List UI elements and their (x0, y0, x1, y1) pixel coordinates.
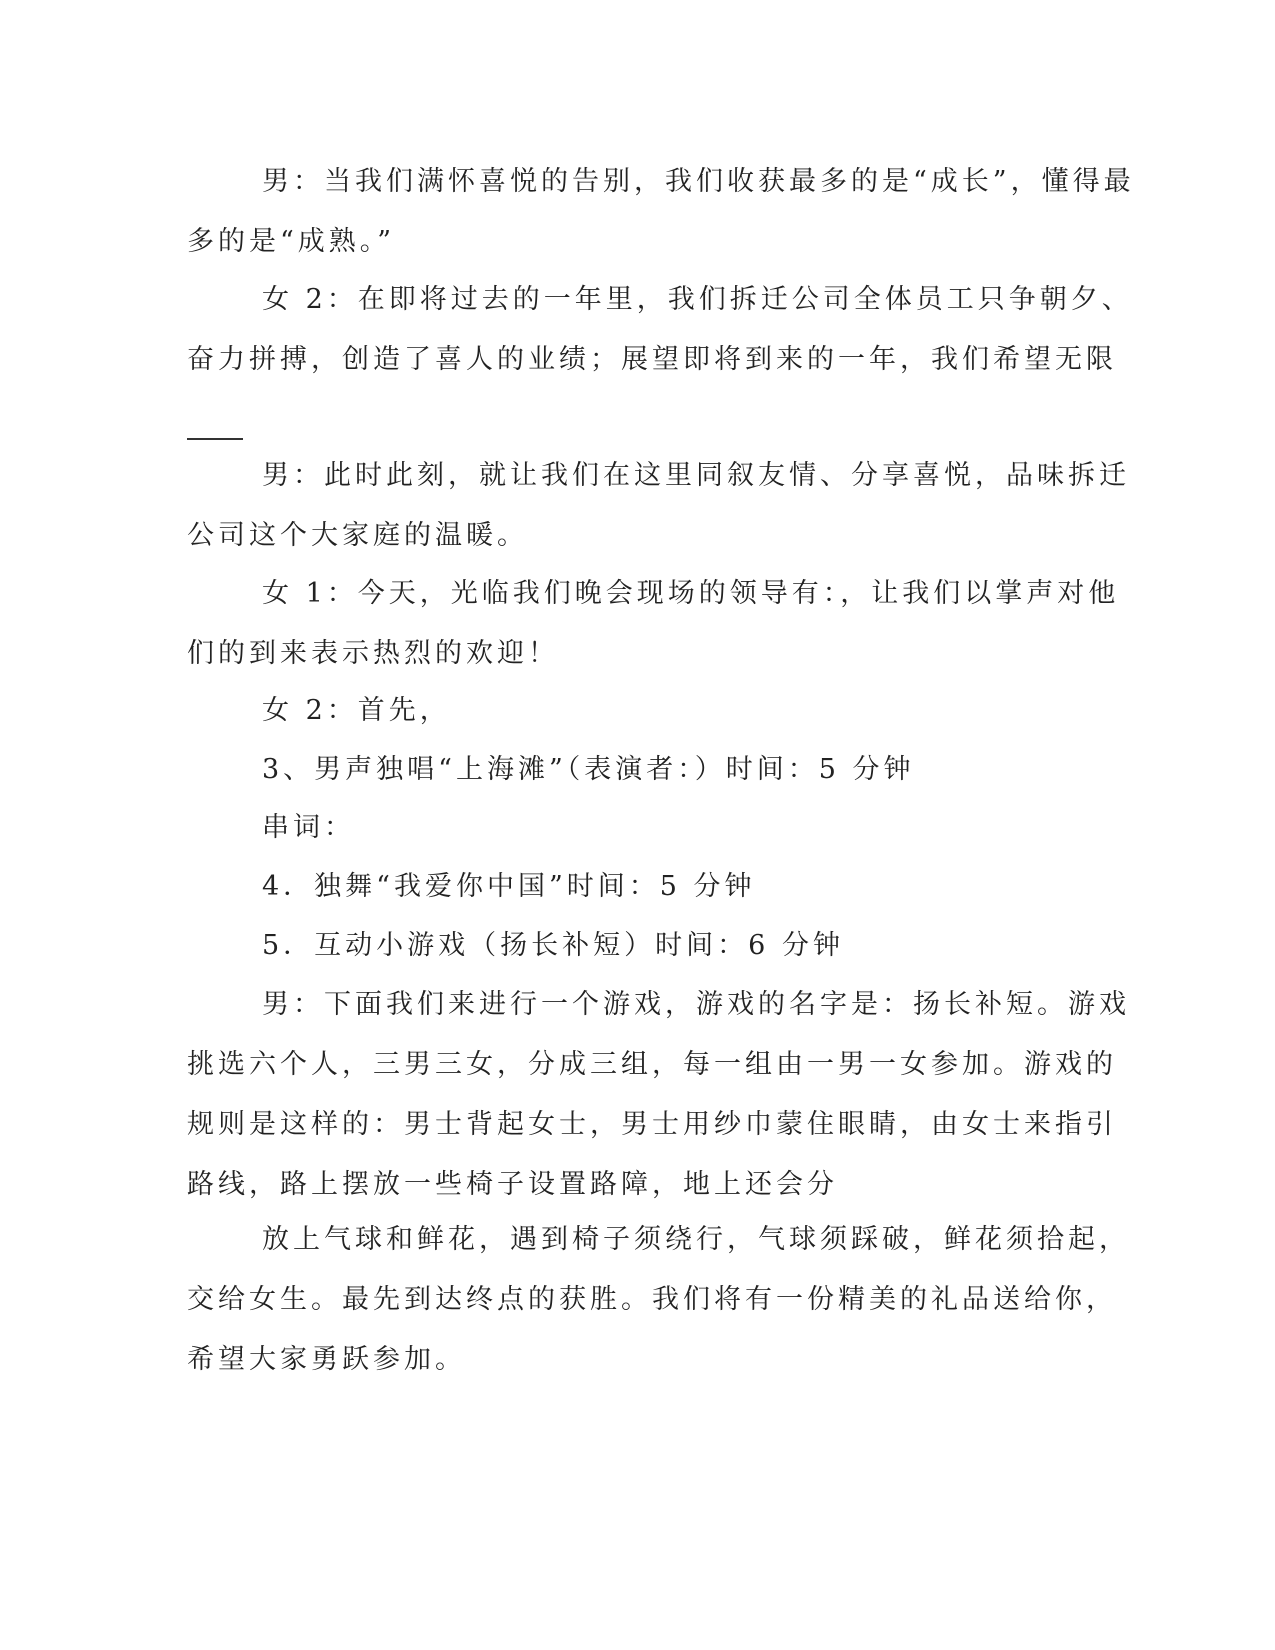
paragraph-line: 公司这个大家庭的温暖。 (187, 520, 528, 551)
paragraph-11 (0, 1210, 1275, 1390)
paragraph-line: 们的到来表示热烈的欢迎！ (187, 638, 559, 669)
paragraph-line: 女 2：在即将过去的一年里，我们拆迁公司全体员工只争朝夕、 (262, 284, 1133, 315)
paragraph-2 (0, 270, 1275, 390)
paragraph-line: 挑选六个人，三男三女，分成三组，每一组由一男一女参加。游戏的 (187, 1049, 1117, 1080)
paragraph-line: 男：此时此刻，就让我们在这里同叙友情、分享喜悦，品味拆迁 (262, 460, 1130, 491)
paragraph-line: 希望大家勇跃参加。 (187, 1344, 466, 1375)
paragraph-line: 4．独舞“我爱你中国”时间：5 分钟 (262, 871, 756, 902)
paragraph-line: 奋力拼搏，创造了喜人的业绩；展望即将到来的一年，我们希望无限 (187, 344, 1117, 375)
paragraph-line: 男：下面我们来进行一个游戏，游戏的名字是：扬长补短。游戏 (262, 989, 1130, 1020)
paragraph-line: 规则是这样的：男士背起女士，男士用纱巾蒙住眼睛，由女士来指引 (187, 1109, 1117, 1140)
paragraph-line: 女 2：首先， (262, 695, 451, 726)
em-dash-line (187, 438, 243, 440)
paragraph-10 (0, 975, 1275, 1215)
paragraph-1 (0, 152, 1275, 272)
paragraph-line: 放上气球和鲜花，遇到椅子须绕行，气球须踩破，鲜花须拾起， (262, 1224, 1130, 1255)
paragraph-7 (0, 798, 1275, 858)
paragraph-6 (0, 740, 1275, 800)
paragraph-line: 5．互动小游戏（扬长补短）时间：6 分钟 (262, 930, 844, 961)
paragraph-line: 多的是“成熟。” (187, 226, 396, 257)
paragraph-3 (0, 446, 1275, 566)
paragraph-line: 路线，路上摆放一些椅子设置路障，地上还会分 (187, 1169, 838, 1200)
paragraph-line: 交给女生。最先到达终点的获胜。我们将有一份精美的礼品送给你， (187, 1284, 1117, 1315)
paragraph-line: 3、男声独唱“上海滩”（表演者：）时间：5 分钟 (262, 754, 915, 785)
paragraph-8 (0, 857, 1275, 917)
paragraph-4 (0, 564, 1275, 684)
paragraph-line: 串词： (262, 812, 355, 843)
paragraph-5 (0, 681, 1275, 741)
paragraph-line: 男：当我们满怀喜悦的告别，我们收获最多的是“成长”，懂得最 (262, 166, 1135, 197)
paragraph-9 (0, 916, 1275, 976)
paragraph-line: 女 1：今天，光临我们晚会现场的领导有：，让我们以掌声对他 (262, 578, 1120, 609)
